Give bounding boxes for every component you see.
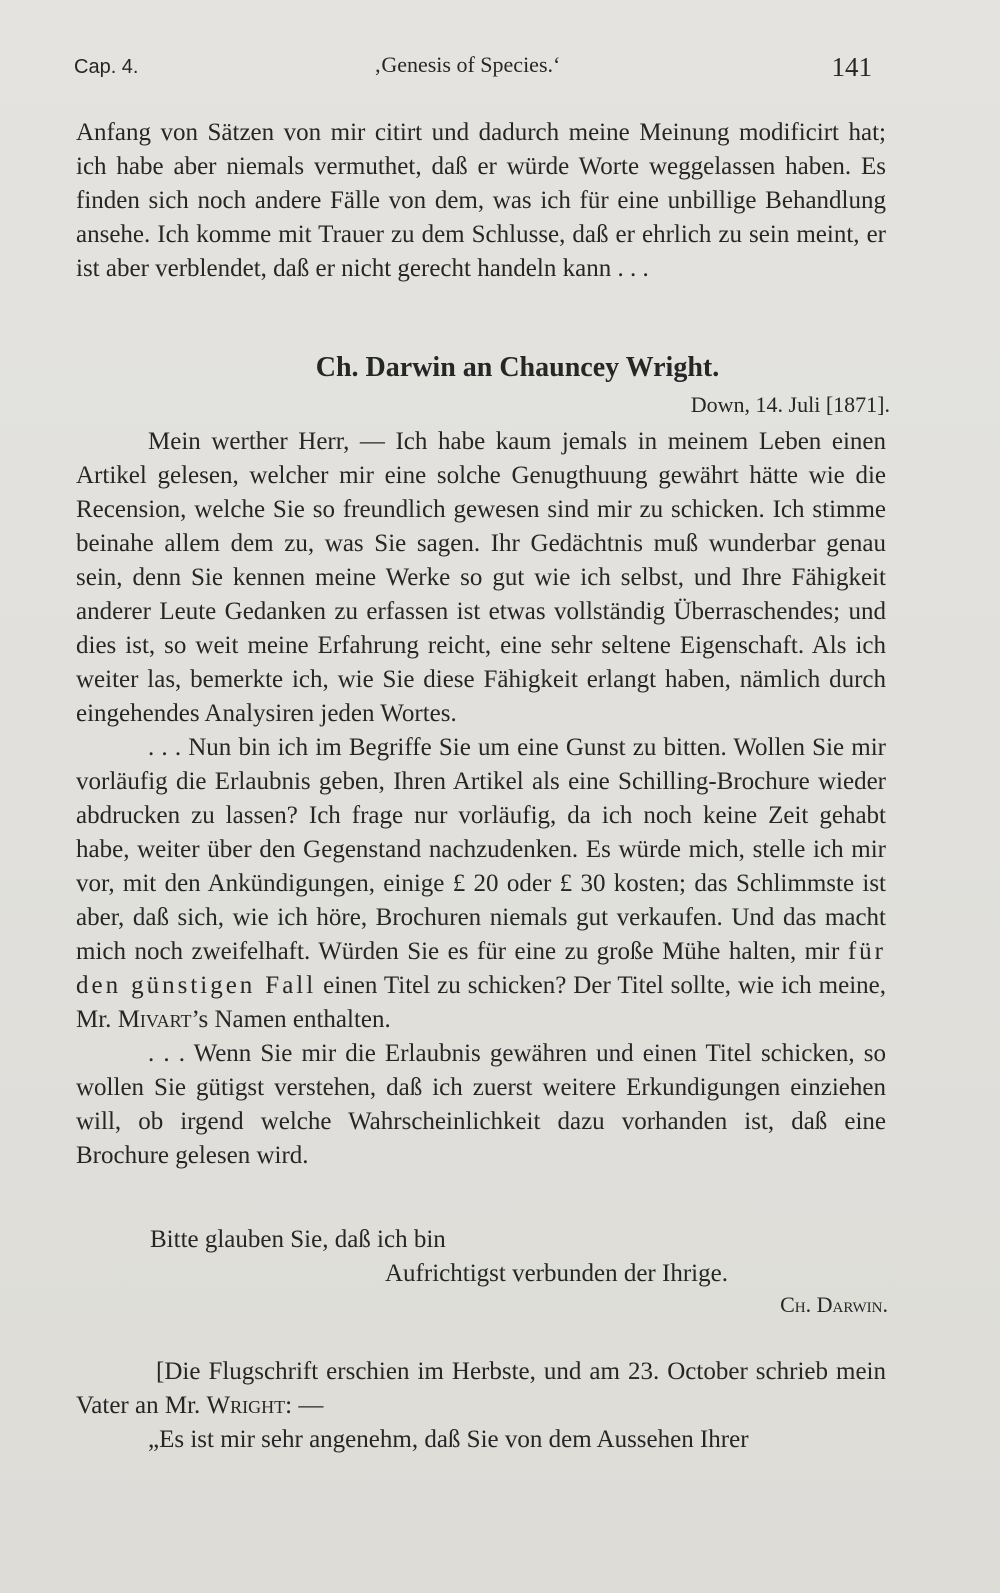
running-header xyxy=(74,52,872,92)
spaced-emphasis: für den günstigen Fall xyxy=(76,938,886,999)
editorial-note xyxy=(76,1355,886,1457)
paragraph-text: . . . Wenn Sie mir die Erlaubnis gewähren und einen Titel schicken, so wollen Sie gütigst verstehen, daß ich zuerst weitere Erkundigungen einziehen will, ob irgend welche Wahrscheinlichkeit dazu vorhanden ist, daß eine Brochure gelesen wird. xyxy=(76,1040,886,1169)
text-run: : — xyxy=(285,1392,324,1419)
signature: Ch. Darwin. xyxy=(780,1292,888,1317)
letter-body xyxy=(76,425,886,1173)
text-run: [Die Flugschrift erschien im Herbste, und am 23. October schrieb mein Vater an Mr. xyxy=(76,1358,886,1419)
paragraph-text: Mein werther Herr, — Ich habe kaum jemals in meinem Leben einen Artikel gelesen, welcher mir eine solche Genugthuung gewährt hätte wie die Recension, welche Sie so freundlich gewesen sind mir zu schicken. Ich stimme beinahe allem dem zu, was Sie sagen. Ihr Gedächtnis muß wunderbar genau sein, denn Sie kennen meine Werke so gut wie ich selbst, und Ihre Fähigkeit anderer Leute Gedanken zu erfassen ist etwas vollständig Überraschendes; und dies ist, so weit meine Erfahrung reicht, eine sehr seltene Eigenschaft. Als ich weiter las, bemerkte ich, wie Sie diese Fähigkeit erlangt haben, nämlich durch eingehendes Analysiren jeden Wortes. xyxy=(76,428,886,727)
text-run: einen Titel zu schicken? Der Titel sollte, wie ich meine, Mr. xyxy=(76,972,886,1033)
closing-line: Aufrichtigst verbunden der Ihrige. xyxy=(385,1260,728,1287)
paragraph-text: Anfang von Sätzen von mir citirt und dadurch meine Meinung modificirt hat; ich habe aber niemals vermuthet, daß er würde Worte weggelassen haben. Es finden sich noch andere Fälle von dem, was ich für eine unbillige Behandlung ansehe. Ich komme mit Trauer zu dem Schlusse, daß er ehrlich zu sein meint, er ist aber verblendet, daß er nicht gerecht handeln kann . . . xyxy=(76,119,886,282)
person-name: Mivart xyxy=(117,1006,192,1033)
text-run: . . . Nun bin ich im Begriffe Sie um eine Gunst zu bitten. Wollen Sie mir vorläufig die Erlaubnis geben, Ihren Artikel als eine Schilling-Brochure wieder abdrucken zu lassen? Ich frage nur vorläufig, da ich noch keine Zeit gehabt habe, weiter über den Gegenstand nachzudenken. Es würde mich, stelle ich mir vor, mit den Ankündigungen, einige £ 20 oder £ 30 kosten; das Schlimmste ist aber, daß sich, wie ich höre, Brochuren niemals gut verkaufen. Und das macht mich noch zweifelhaft. Würden Sie es für eine zu große Mühe halten, mir xyxy=(76,734,886,965)
page-number: 141 xyxy=(831,52,872,82)
closing-line: Bitte glauben Sie, daß ich bin xyxy=(150,1226,446,1253)
paragraph-text: „Es ist mir sehr angenehm, daß Sie von dem Aussehen Ihrer xyxy=(148,1426,749,1453)
person-name: Wright xyxy=(206,1392,286,1419)
paragraph-continuation xyxy=(76,116,886,286)
text-run: ’s Namen enthalten. xyxy=(191,1006,391,1033)
letter-dateline: Down, 14. Juli [1871]. xyxy=(690,392,890,417)
paragraph-text xyxy=(76,1355,886,1423)
paragraph-text xyxy=(76,731,886,1037)
chapter-label: Cap. 4. xyxy=(74,56,139,78)
running-title: ‚Genesis of Species.‘ xyxy=(374,52,561,77)
letter-heading: Ch. Darwin an Chauncey Wright. xyxy=(315,352,720,383)
